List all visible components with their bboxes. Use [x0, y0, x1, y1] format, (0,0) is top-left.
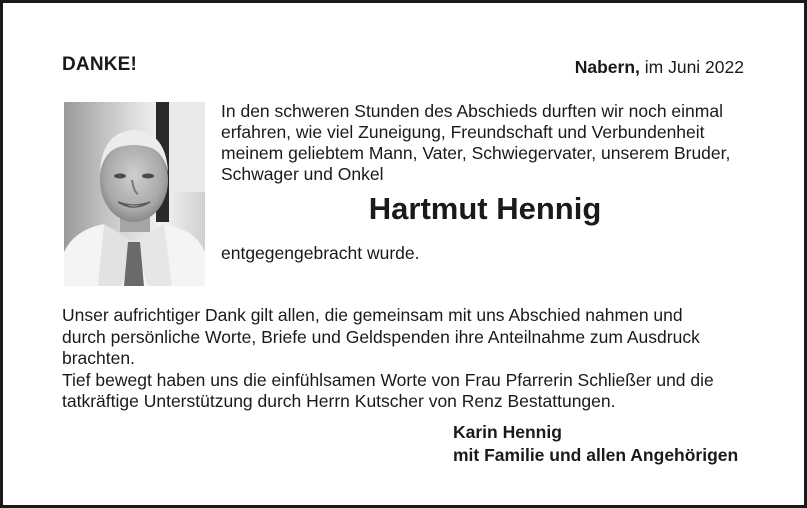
body-line: Unser aufrichtiger Dank gilt allen, die gemeinsam mit uns Abschied nahmen und: [62, 305, 683, 325]
dateline-place: Nabern,: [574, 57, 640, 77]
notice-heading: DANKE!: [62, 54, 138, 75]
signature-line: Karin Hennig: [453, 422, 562, 442]
body-line: tatkräftige Unterstützung durch Herrn Kutscher von Renz Bestattungen.: [62, 391, 616, 411]
dateline: [575, 57, 744, 78]
body-line: brachten.: [62, 348, 135, 368]
intro-text: [221, 101, 761, 185]
intro-line: meinem geliebtem Mann, Vater, Schwiegervater, unserem Bruder,: [221, 143, 731, 163]
portrait-photo: [64, 102, 205, 286]
after-name-text: entgegengebracht wurde.: [221, 243, 420, 263]
deceased-name: Hartmut Hennig: [368, 191, 602, 226]
intro-line: erfahren, wie viel Zuneigung, Freundschaft und Verbundenheit: [221, 122, 705, 142]
portrait-image: [64, 102, 205, 286]
dateline-date: im Juni 2022: [644, 57, 744, 77]
intro-line: In den schweren Stunden des Abschieds durften wir noch einmal: [221, 101, 723, 121]
signature-line: mit Familie und allen Angehörigen: [453, 445, 739, 465]
body-line: Tief bewegt haben uns die einfühlsamen Worte von Frau Pfarrerin Schließer und die: [62, 369, 714, 390]
signature: [453, 421, 738, 467]
intro-line: Schwager und Onkel: [221, 164, 384, 184]
thanks-body: [62, 305, 762, 413]
body-line: durch persönliche Worte, Briefe und Geldspenden ihre Anteilnahme zum Ausdruck: [62, 326, 700, 347]
